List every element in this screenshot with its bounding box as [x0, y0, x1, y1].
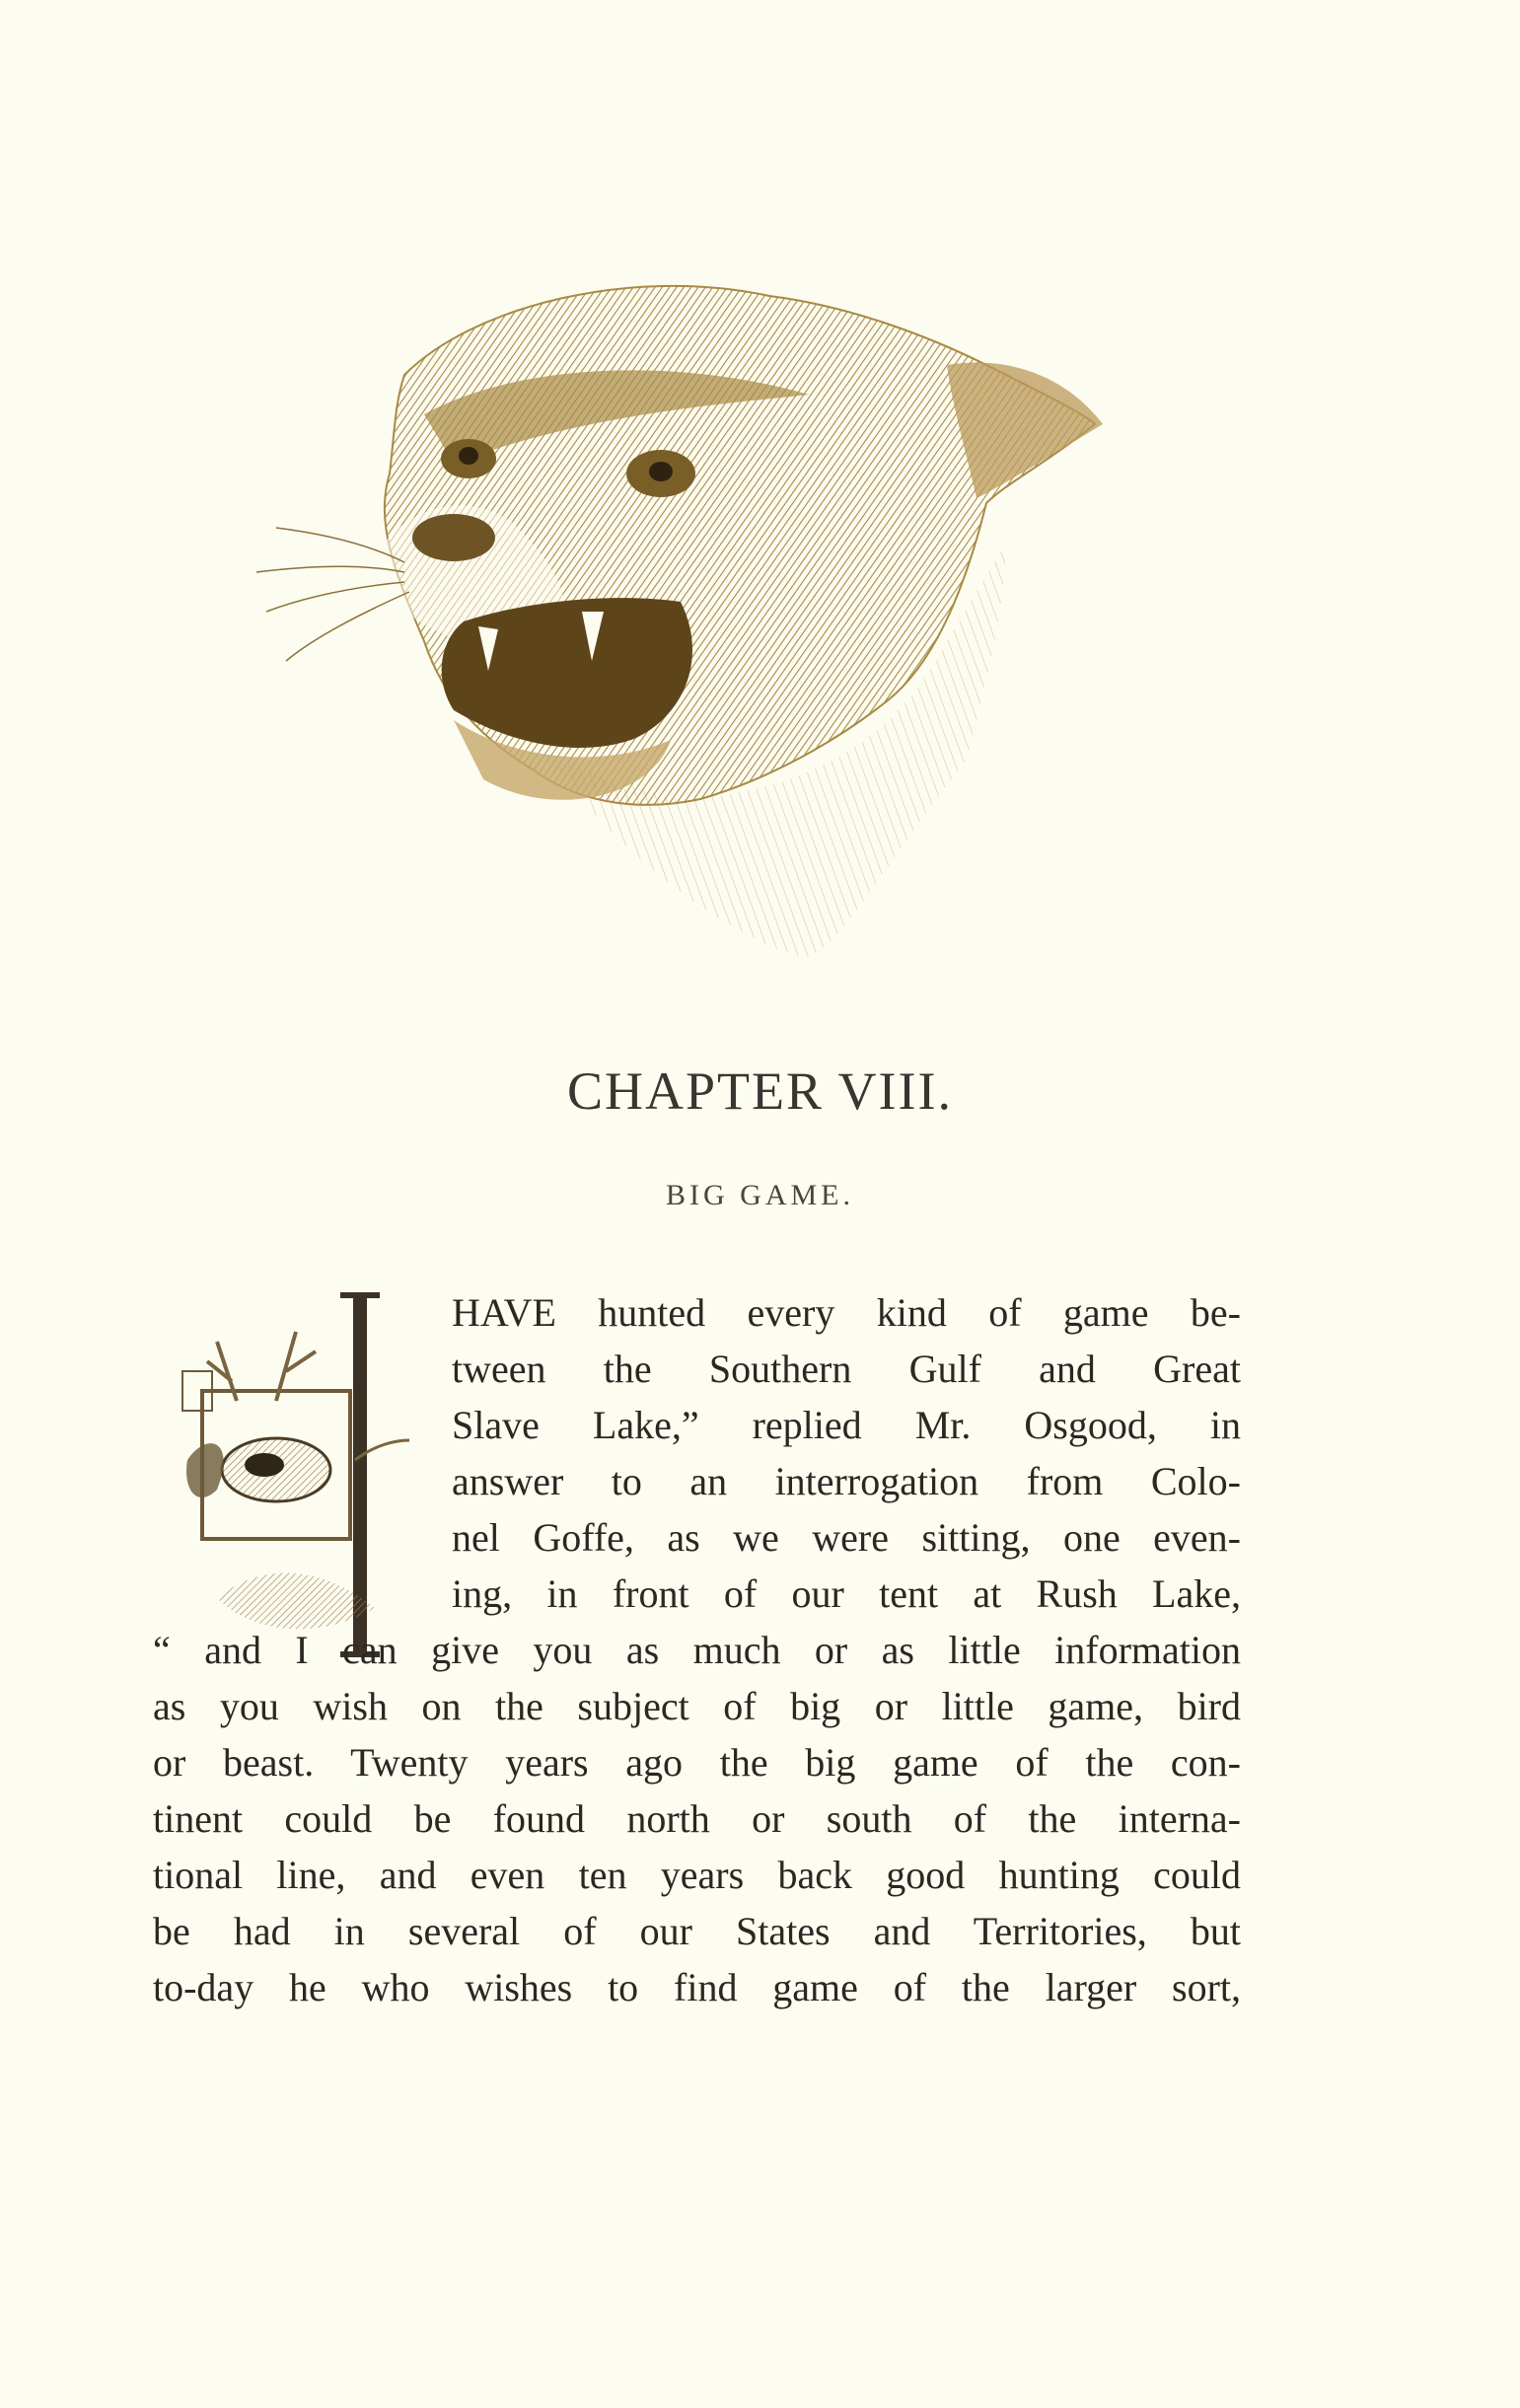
- text-line: tinent could be found north or south of the interna-: [153, 1796, 1241, 1841]
- cougar-icon: [256, 247, 1105, 996]
- text-line: ing, in front of our tent at Rush Lake,: [452, 1571, 1241, 1616]
- text-line: tional line, and even ten years back good hunting could: [153, 1853, 1241, 1897]
- text-line: nel Goffe, as we were sitting, one even-: [452, 1515, 1241, 1560]
- text-line: “ and I can give you as much or as little information: [153, 1628, 1241, 1672]
- chapter-title: CHAPTER VIII.: [566, 1061, 953, 1121]
- text-line: as you wish on the subject of big or little game, bird: [153, 1684, 1241, 1728]
- decorated-initial: [178, 1273, 414, 1662]
- text-line: or beast. Twenty years ago the big game of the con-: [153, 1740, 1241, 1785]
- cougar-head-illustration: [256, 247, 1105, 996]
- text-line: be had in several of our States and Territories, but: [153, 1909, 1241, 1953]
- text-line: to-day he who wishes to find game of the larger sort,: [153, 1965, 1241, 2009]
- text-line: Slave Lake,” replied Mr. Osgood, in: [452, 1403, 1241, 1447]
- initial-letter-i-icon: [178, 1273, 414, 1662]
- text-line: HAVE hunted every kind of game be-: [452, 1290, 1241, 1335]
- text-line: answer to an interrogation from Colo-: [452, 1459, 1241, 1503]
- text-line: tween the Southern Gulf and Great: [452, 1347, 1241, 1391]
- chapter-subtitle: BIG GAME.: [666, 1179, 854, 1211]
